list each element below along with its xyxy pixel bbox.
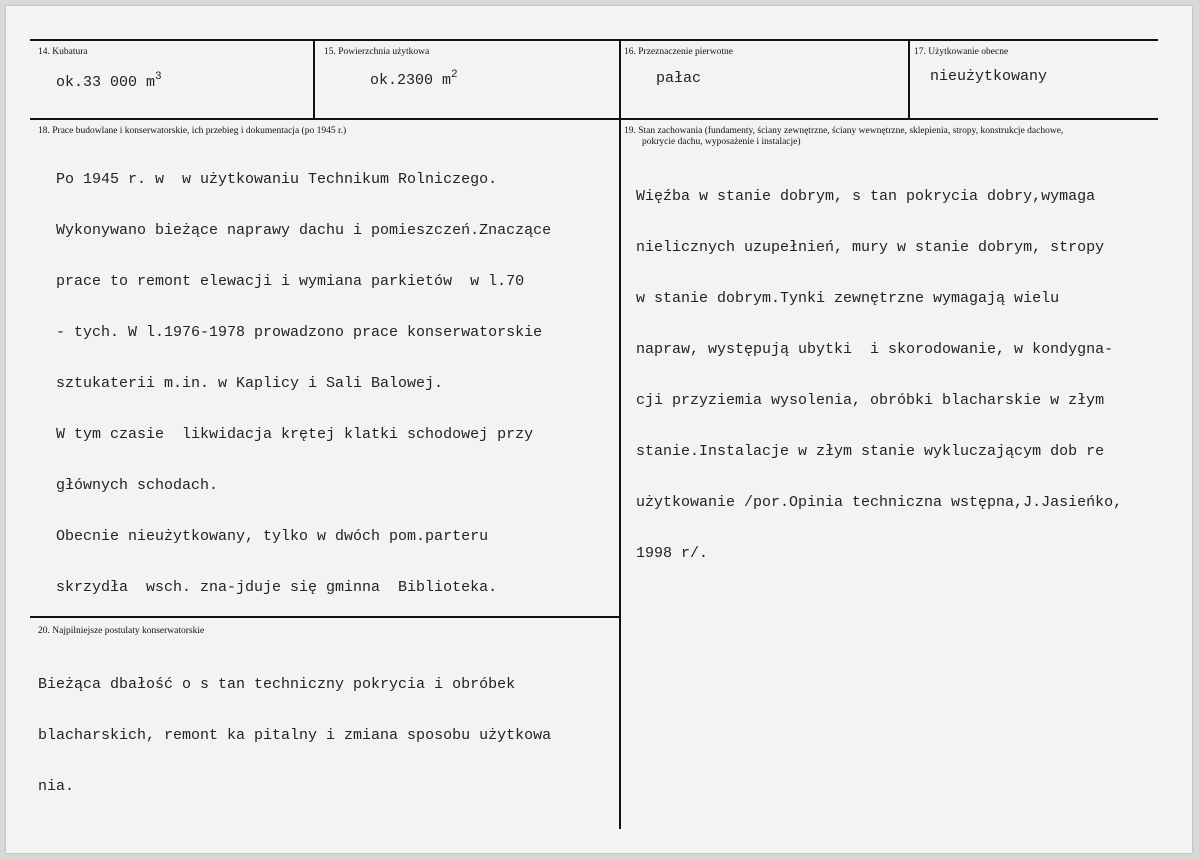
field19-line: napraw, występują ubytki i skorodowanie, w kondygna- <box>636 341 1114 358</box>
field15-value <box>370 69 458 89</box>
field18-line: - tych. W l.1976-1978 prowadzono prace konserwatorskie <box>56 324 543 341</box>
field18-line: skrzydła wsch. zna-jduje się gminna Biblioteka. <box>56 579 498 596</box>
field19-line: w stanie dobrym.Tynki zewnętrzne wymagają wielu <box>636 290 1060 307</box>
row1-bottom-rule <box>30 118 1158 120</box>
row1-divider-3 <box>908 39 910 120</box>
field19-line: stanie.Instalacje w złym stanie wykluczającym dob re <box>636 443 1105 460</box>
field15-label: 15. Powierzchnia użytkowa <box>324 47 430 57</box>
field15-value-text: ok.2300 m <box>370 72 452 89</box>
record-card <box>6 6 1192 853</box>
field19-line: użytkowanie /por.Opinia techniczna wstępna,J.Jasieńko, <box>636 494 1123 511</box>
field14-unit-exponent: 3 <box>155 71 162 83</box>
field17-value: nieużytkowany <box>930 68 1048 85</box>
field17-label: 17. Użytkowanie obecne <box>914 47 1009 57</box>
field19-label-line: pokrycie dachu, wyposażenie i instalacje) <box>642 137 801 147</box>
field18-line: sztukaterii m.in. w Kaplicy i Sali Balowej. <box>56 375 444 392</box>
field19-label <box>624 126 1063 148</box>
top-rule <box>30 39 1158 41</box>
field18-line: głównych schodach. <box>56 477 219 494</box>
center-divider <box>619 39 621 829</box>
field18-line: Wykonywano bieżące naprawy dachu i pomieszczeń.Znaczące <box>56 222 552 239</box>
field19-line: Więźba w stanie dobrym, s tan pokrycia dobry,wymaga <box>636 188 1096 205</box>
field19-line: 1998 r/. <box>636 545 709 562</box>
field18-line: W tym czasie likwidacja krętej klatki schodowej przy <box>56 426 534 443</box>
field20-line: blacharskich, remont ka pitalny i zmiana sposobu użytkowa <box>38 727 552 744</box>
field20-line: nia. <box>38 778 75 795</box>
field20-label: 20. Najpilniejsze postulaty konserwatorskie <box>38 626 205 636</box>
field20-text <box>38 642 551 829</box>
field16-value: pałac <box>656 70 702 87</box>
field16-label: 16. Przeznaczenie pierwotne <box>624 47 733 57</box>
row1-divider-1 <box>313 39 315 120</box>
field18-line: Po 1945 r. w w użytkowaniu Technikum Rolniczego. <box>56 171 498 188</box>
field14-value <box>56 71 162 91</box>
field19-line: cji przyziemia wysolenia, obróbki blacharskie w złym <box>636 392 1105 409</box>
field19-text <box>636 154 1122 596</box>
field18-line: Obecnie nieużytkowany, tylko w dwóch pom.parteru <box>56 528 489 545</box>
field18-text <box>56 137 551 630</box>
field14-label: 14. Kubatura <box>38 47 88 57</box>
field18-label: 18. Prace budowlane i konserwatorskie, ich przebieg i dokumentacja (po 1945 r.) <box>38 126 347 136</box>
field20-line: Bieżąca dbałość o s tan techniczny pokrycia i obróbek <box>38 676 516 693</box>
field14-value-text: ok.33 000 m <box>56 74 156 91</box>
field18-line: prace to remont elewacji i wymiana parkietów w l.70 <box>56 273 525 290</box>
field15-unit-exponent: 2 <box>451 69 458 81</box>
field19-line: nielicznych uzupełnień, mury w stanie dobrym, stropy <box>636 239 1105 256</box>
field19-label-line: 19. Stan zachowania (fundamenty, ściany zewnętrzne, ściany wewnętrzne, sklepienia, stropy, konstrukcje dachowe, <box>624 126 1064 136</box>
